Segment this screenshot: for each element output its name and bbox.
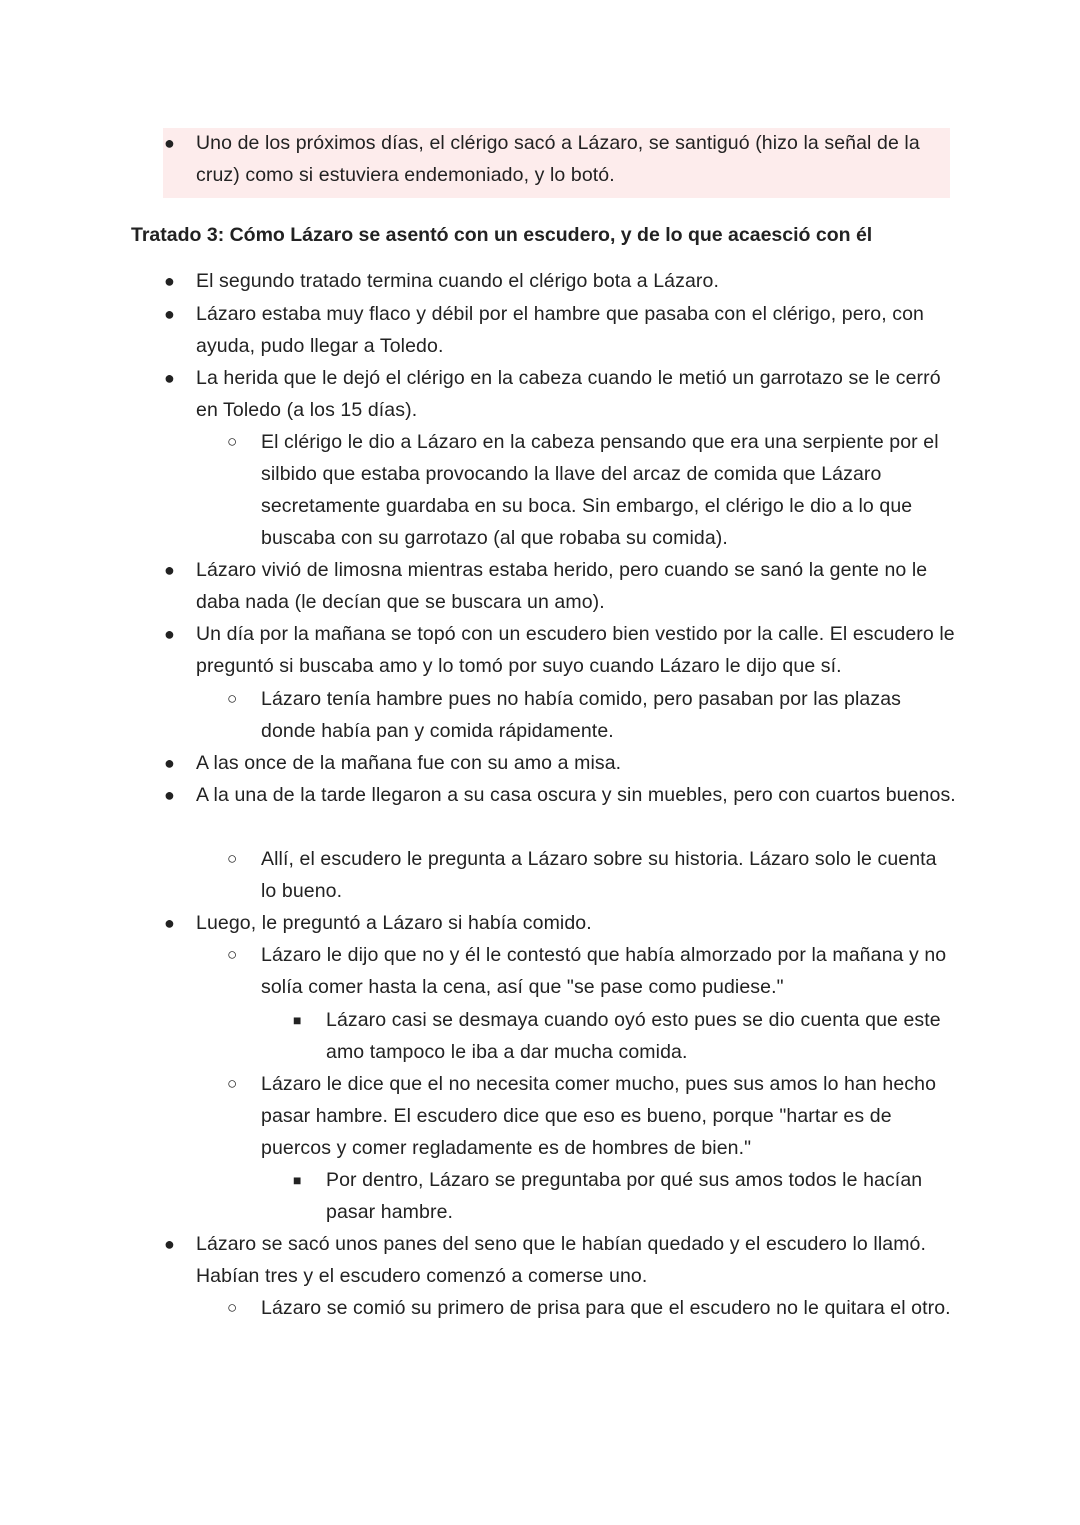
bullet-icon: ● [164,624,175,644]
list-item [164,298,956,362]
bullet-icon: ● [164,1234,175,1254]
list-item-text: El clérigo le dio a Lázaro en la cabeza pensando que era una serpiente por el silbido que estaba provocando la llave del arcaz de comida que Lázaro secretamente guardaba en su boca. Sin embargo, el clérigo le dio a lo que buscaba con su garrotazo (al que robaba su comida). [261,431,939,549]
square-bullet-icon: ■ [293,1012,302,1028]
list-item [227,1068,951,1164]
list-item [293,1164,956,1228]
bullet-icon: ● [164,304,175,324]
list-item-text: Lázaro casi se desmaya cuando oyó esto pues se dio cuenta que este amo tampoco le iba a dar mucha comida. [326,1009,941,1063]
list-item [227,939,951,1003]
list-item-text: Un día por la mañana se topó con un escudero bien vestido por la calle. El escudero le preguntó si buscaba amo y lo tomó por suyo cuando Lázaro le dijo que sí. [196,623,955,677]
list-item [164,618,956,682]
list-item [164,1228,956,1292]
list-item [164,265,956,297]
list-item-text: Lázaro vivió de limosna mientras estaba herido, pero cuando se sanó la gente no le daba nada (le decían que se buscara un amo). [196,559,928,613]
section-heading: Tratado 3: Cómo Lázaro se asentó con un escudero, y de lo que acaesció con él [131,224,873,246]
list-item [227,843,951,907]
list-item [164,907,956,939]
circle-bullet-icon: ○ [227,1074,238,1093]
circle-bullet-icon: ○ [227,849,238,868]
list-item-text: Lázaro estaba muy flaco y débil por el hambre que pasaba con el clérigo, pero, con ayuda, pudo llegar a Toledo. [196,303,924,357]
list-item [164,127,956,191]
list-item [164,779,956,811]
circle-bullet-icon: ○ [227,432,238,451]
bullet-icon: ● [164,785,175,805]
list-item [227,683,951,747]
list-item [293,1004,956,1068]
circle-bullet-icon: ○ [227,689,238,708]
list-item-text: A la una de la tarde llegaron a su casa oscura y sin muebles, pero con cuartos buenos. [196,784,956,806]
list-item-text: Lázaro se sacó unos panes del seno que le habían quedado y el escudero lo llamó. Habían tres y el escudero comenzó a comerse uno. [196,1233,927,1287]
list-item-text: Lázaro le dijo que no y él le contestó que había almorzado por la mañana y no solía comer hasta la cena, así que "se pase como pudiese." [261,944,947,998]
list-item [227,426,951,554]
list-item-text: El segundo tratado termina cuando el clérigo bota a Lázaro. [196,270,719,292]
bullet-icon: ● [164,271,175,291]
list-item-text: Allí, el escudero le pregunta a Lázaro sobre su historia. Lázaro solo le cuenta lo bueno. [261,848,937,902]
list-item-text: Lázaro le dice que el no necesita comer mucho, pues sus amos lo han hecho pasar hambre. El escudero dice que eso es bueno, porque "hartar es de puercos y comer regladamente es de hombres de bien." [261,1073,937,1159]
bullet-icon: ● [164,368,175,388]
circle-bullet-icon: ○ [227,1298,238,1317]
list-item [164,747,956,779]
list-item [164,362,956,426]
bullet-icon: ● [164,913,175,933]
list-item-text: Por dentro, Lázaro se preguntaba por qué sus amos todos le hacían pasar hambre. [326,1169,923,1223]
bullet-icon: ● [164,133,175,153]
list-item-text: Lázaro se comió su primero de prisa para que el escudero no le quitara el otro. [261,1297,951,1319]
list-item [164,554,956,618]
circle-bullet-icon: ○ [227,945,238,964]
list-item-text: A las once de la mañana fue con su amo a misa. [196,752,622,774]
list-item-text: Lázaro tenía hambre pues no había comido, pero pasaban por las plazas donde había pan y comida rápidamente. [261,688,901,742]
bullet-icon: ● [164,560,175,580]
list-item-text: La herida que le dejó el clérigo en la cabeza cuando le metió un garrotazo se le cerró en Toledo (a los 15 días). [196,367,941,421]
list-item [227,1292,951,1324]
list-item-text: Uno de los próximos días, el clérigo sacó a Lázaro, se santiguó (hizo la señal de la cruz) como si estuviera endemoniado, y lo botó. [196,132,920,186]
square-bullet-icon: ■ [293,1172,302,1188]
bullet-icon: ● [164,753,175,773]
list-item-text: Luego, le preguntó a Lázaro si había comido. [196,912,592,934]
